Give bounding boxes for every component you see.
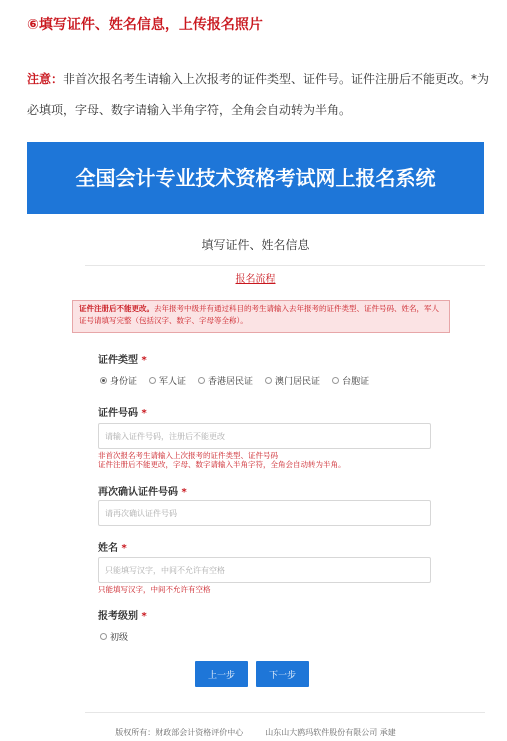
id-type-radio-group bbox=[100, 374, 369, 387]
registration-process-link[interactable]: 报名流程 bbox=[235, 274, 276, 285]
system-banner: 全国会计专业技术资格考试网上报名系统 bbox=[27, 142, 484, 214]
id-number-input[interactable] bbox=[98, 423, 431, 449]
warning-text: 去年报考中级并有通过科目的考生请输入去年报考的证件类型、证件号码、姓名，军人证号请填写完整（包括汉字、数字、字母等全称）。 bbox=[79, 304, 439, 325]
level-radio-group bbox=[100, 630, 128, 643]
next-step-button[interactable]: 下一步 bbox=[256, 661, 309, 687]
header-divider bbox=[85, 265, 485, 266]
footer bbox=[27, 727, 484, 738]
step-title: ⑥填写证件、姓名信息，上传报名照片 bbox=[27, 17, 263, 33]
footer-copyright: 版权所有：财政部会计资格评价中心 bbox=[115, 728, 244, 737]
radio-icon[interactable] bbox=[100, 633, 107, 640]
id-type-label: 证件类型 * bbox=[98, 355, 147, 366]
name-label: 姓名 * bbox=[98, 543, 127, 554]
radio-macau-id[interactable]: 澳门居民证 bbox=[265, 374, 320, 387]
name-input[interactable] bbox=[98, 557, 431, 583]
id-confirm-input[interactable] bbox=[98, 500, 431, 526]
radio-level-junior[interactable]: 初级 bbox=[100, 630, 128, 643]
radio-icon[interactable] bbox=[198, 377, 205, 384]
radio-selected-icon[interactable] bbox=[100, 377, 107, 384]
name-hint: 只能填写汉字，中间不允许有空格 bbox=[98, 585, 211, 594]
notice-paragraph bbox=[27, 64, 497, 126]
radio-icon[interactable] bbox=[265, 377, 272, 384]
level-label: 报考级别 * bbox=[98, 611, 147, 622]
radio-icon[interactable] bbox=[332, 377, 339, 384]
warning-box bbox=[72, 300, 450, 333]
notice-label: 注意： bbox=[27, 72, 64, 86]
id-number-label: 证件号码 * bbox=[98, 408, 147, 419]
radio-hongkong-id[interactable]: 香港居民证 bbox=[198, 374, 253, 387]
footer-divider bbox=[85, 712, 485, 713]
radio-taiwan-id[interactable]: 台胞证 bbox=[332, 374, 369, 387]
notice-text: 非首次报名考生请输入上次报考的证件类型、证件号。证件注册后不能更改。*为必填项，字母、数字请输入半角字符，全角会自动转为半角。 bbox=[27, 72, 490, 117]
form-header: 填写证件、姓名信息 bbox=[201, 238, 310, 252]
radio-icon[interactable] bbox=[149, 377, 156, 384]
footer-builder: 山东山大鸥玛软件股份有限公司 承建 bbox=[265, 728, 396, 737]
radio-military-id[interactable]: 军人证 bbox=[149, 374, 186, 387]
radio-id-card[interactable]: 身份证 bbox=[100, 374, 137, 387]
id-number-hint: 非首次报名考生请输入上次报考的证件类型、证件号码 证件注册后不能更改，字母、数字请输入半角字符，全角会自动转为半角。 bbox=[98, 451, 346, 469]
prev-step-button[interactable]: 上一步 bbox=[195, 661, 248, 687]
warning-bold: 证件注册后不能更改。 bbox=[79, 304, 154, 313]
id-confirm-label: 再次确认证件号码 * bbox=[98, 487, 187, 498]
